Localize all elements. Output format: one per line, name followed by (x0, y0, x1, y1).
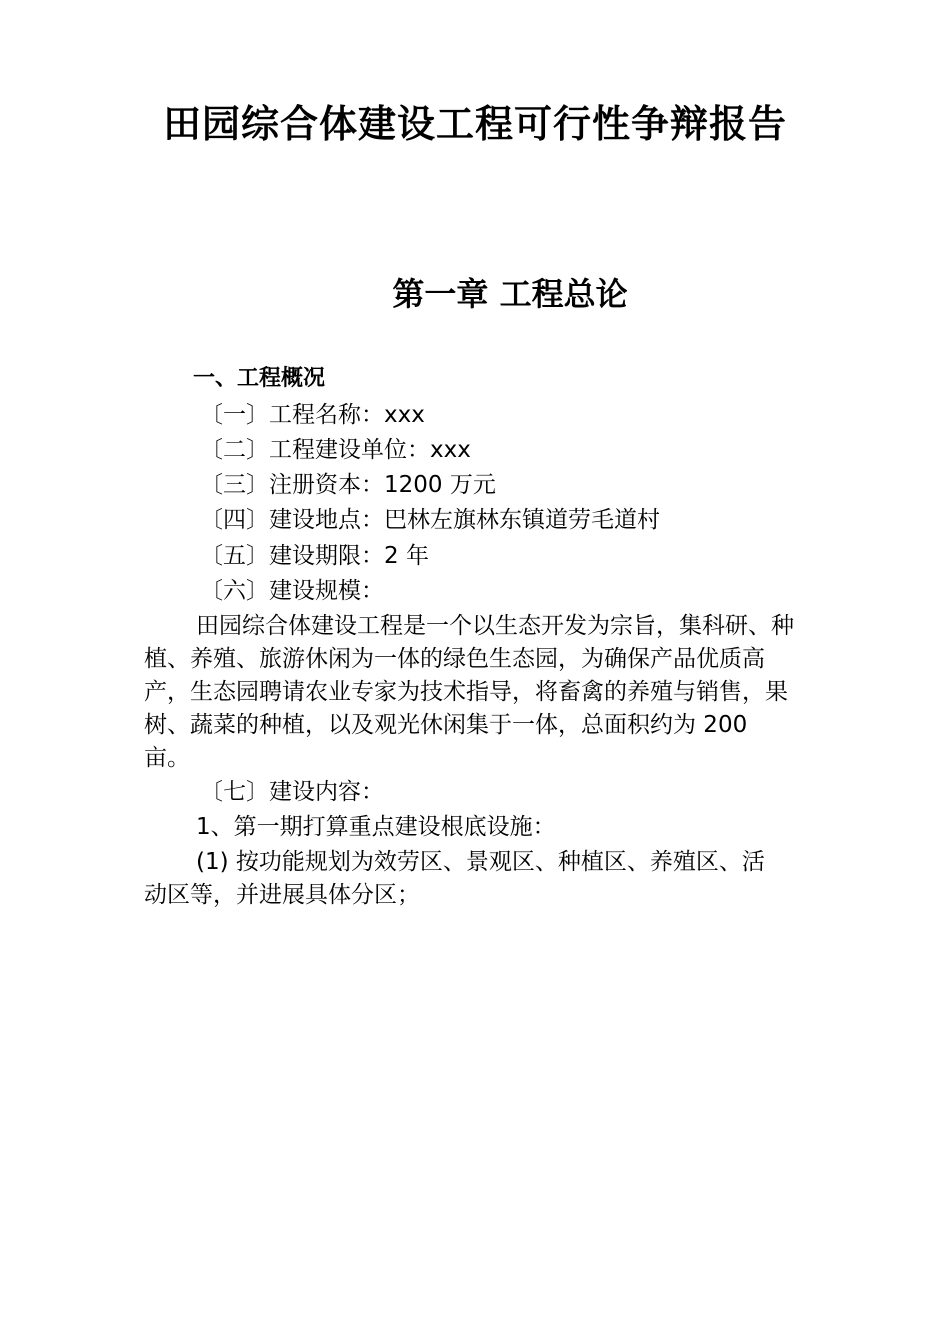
chapter-title: 第一章 工程总论 (392, 275, 628, 313)
registered-capital-item: 〔三〕注册资本：1200 万元 (200, 472, 496, 498)
scale-paragraph: 田园综合体建设工程是一个以生态开发为宗旨，集科研、种植、养殖、旅游休闲为一体的绿色生态园，为确保产品优质高产，生态园聘请农业专家为技术指导，将畜禽的养殖与销售，果树、蔬菜的种植，以及观光休闲集于一体，总面积约为 200 亩。 (144, 613, 794, 771)
construction-unit-item: 〔二〕工程建设单位：xxx (200, 437, 471, 463)
construction-content-heading: 〔七〕建设内容： (200, 779, 384, 805)
phase-one-item: 1、第一期打算重点建设根底设施： (196, 814, 556, 840)
document-title: 田园综合体建设工程可行性争辩报告 (162, 102, 787, 146)
construction-period-item: 〔五〕建设期限：2 年 (200, 543, 429, 569)
section-heading: 一、工程概况 (193, 366, 326, 391)
construction-scale-item: 〔六〕建设规模： (200, 578, 384, 604)
zoning-paragraph: (1) 按功能规划为效劳区、景观区、种植区、养殖区、活 动区等，并进展具体分区； (144, 849, 765, 908)
construction-location-item: 〔四〕建设地点：巴林左旗林东镇道劳毛道村 (200, 507, 660, 533)
project-name-item: 〔一〕工程名称：xxx (200, 402, 425, 428)
